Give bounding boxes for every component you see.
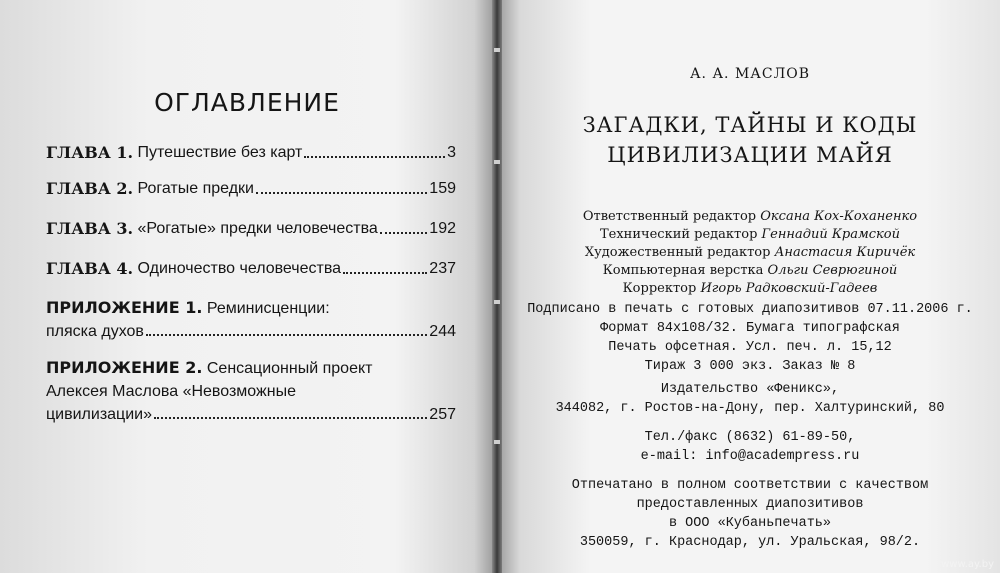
toc-entry-text-continued: цивилизации» [46, 406, 152, 423]
toc-entry-chapter-4 [46, 258, 456, 280]
print-info-line: Тираж 3 000 экз. Заказ № 8 [644, 359, 856, 374]
credit-name: Игорь Радковский-Гадеев [700, 281, 878, 296]
publisher-line: 344082, г. Ростов-на-Дону, пер. Халтуринский, 80 [555, 401, 945, 416]
print-info-line: Печать офсетная. Усл. печ. л. 15,12 [608, 340, 892, 355]
credit-line [500, 208, 1000, 226]
toc-entry-label: ГЛАВА 3. [46, 219, 134, 238]
book-title [500, 110, 1000, 170]
toc-entry-appendix-2 [46, 356, 456, 426]
author-name: А. А. МАСЛОВ [689, 66, 811, 82]
contact-email: e-mail: info@academpress.ru [640, 449, 860, 464]
binding-stitch [494, 48, 500, 52]
book-title-line: ЗАГАДКИ, ТАЙНЫ И КОДЫ [582, 113, 918, 137]
toc-title: ОГЛАВЛЕНИЕ [154, 88, 340, 117]
toc-entry-text: Рогатые предки [137, 180, 254, 197]
left-page [0, 0, 494, 573]
toc-entry-chapter-2 [46, 178, 456, 200]
toc-entry-text: Реминисценции: [206, 300, 330, 317]
credit-name: Оксана Кох-Коханенко [760, 209, 918, 224]
toc-entry-page: 159 [429, 180, 456, 197]
toc-entry-page: 257 [429, 406, 456, 423]
toc-entry-page: 237 [429, 260, 456, 277]
toc-entry-chapter-3 [46, 218, 456, 240]
credit-role: Компьютерная верстка [602, 263, 764, 278]
print-info [500, 300, 1000, 376]
credit-role: Технический редактор [599, 227, 758, 242]
credit-role: Художественный редактор [584, 245, 771, 260]
contact-info [500, 428, 1000, 466]
toc-entry-text: Сенсационный проект [206, 360, 373, 377]
toc-entry-text: «Рогатые» предки человечества [137, 220, 378, 237]
credit-name: Геннадий Крамской [761, 227, 900, 242]
credit-line [500, 280, 1000, 298]
toc-entry-label: ПРИЛОЖЕНИЕ 2. [46, 358, 203, 377]
credit-name: Анастасия Киричёк [774, 245, 916, 260]
editorial-credits [500, 208, 1000, 298]
credit-role: Ответственный редактор [582, 209, 757, 224]
dot-leader [380, 218, 428, 234]
printer-line: в ООО «Кубаньпечать» [668, 516, 832, 531]
credit-line [500, 262, 1000, 280]
toc-entry-label: ПРИЛОЖЕНИЕ 1. [46, 298, 203, 317]
dot-leader [256, 178, 427, 194]
contact-phone: Тел./факс (8632) 61-89-50, [644, 430, 856, 445]
watermark: www.ay.by [941, 559, 994, 570]
toc-entry-page: 3 [447, 144, 456, 161]
toc-entry-chapter-1 [46, 142, 456, 164]
credit-role: Корректор [622, 281, 697, 296]
credit-line [500, 226, 1000, 244]
toc-entry-page: 192 [429, 220, 456, 237]
dot-leader [304, 142, 445, 158]
printer-line: 350059, г. Краснодар, ул. Уральская, 98/2. [579, 535, 921, 550]
toc-entry-label: ГЛАВА 4. [46, 259, 134, 278]
dot-leader [154, 403, 427, 419]
toc-entry-text: Одиночество человечества [137, 260, 342, 277]
toc-entry-page: 244 [429, 323, 456, 340]
toc-entry-text: Путешествие без карт [137, 144, 303, 161]
publisher-line: Издательство «Феникс», [660, 382, 840, 397]
print-info-line: Подписано в печать с готовых диапозитивов 07.11.2006 г. [527, 302, 973, 317]
toc-entry-text-continued: пляска духов [46, 323, 144, 340]
credit-line [500, 244, 1000, 262]
dot-leader [146, 320, 427, 336]
toc-entry-appendix-1 [46, 296, 456, 343]
credit-name: Ольги Севрюгиной [767, 263, 898, 278]
book-title-line: ЦИВИЛИЗАЦИИ МАЙЯ [607, 143, 893, 167]
publisher-info [500, 380, 1000, 418]
dot-leader [343, 258, 427, 274]
printer-info [500, 476, 1000, 552]
toc-entry-label: ГЛАВА 2. [46, 179, 134, 198]
printer-line: предоставленных диапозитивов [636, 497, 864, 512]
printer-line: Отпечатано в полном соответствии с качеством [571, 478, 929, 493]
toc-entry-text-continued: Алексея Маслова «Невозможные [46, 383, 296, 400]
print-info-line: Формат 84x108/32. Бумага типографская [600, 321, 900, 336]
toc-entry-label: ГЛАВА 1. [46, 143, 134, 162]
